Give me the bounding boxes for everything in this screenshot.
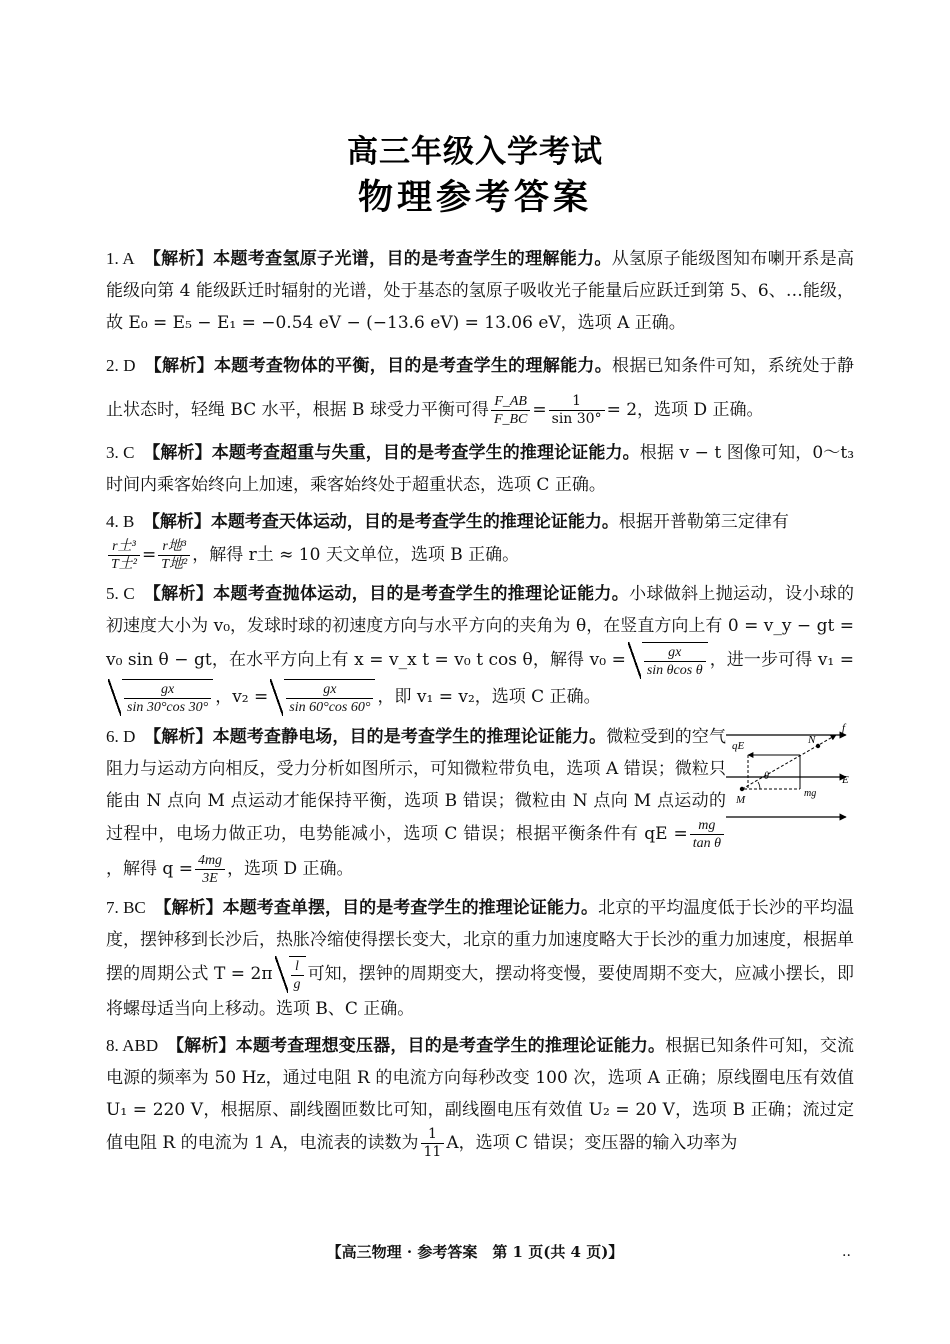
sqrt-expression: $\frac{l}{g}$ [275, 956, 306, 993]
analysis-intro: 本题考查物体的平衡，目的是考查学生的理解能力。 [213, 356, 613, 376]
analysis-body-end: 可知，摆钟的周期变大，摆动将变慢，要使周期不变大，应减小摆长，即将螺母适当向上移动。选项 B、C 正确。 [106, 964, 854, 1019]
answer-3 [106, 437, 854, 501]
point-N [816, 744, 820, 748]
page-footer: 【高三物理 · 参考答案 第 1 页(共 4 页)】 [326, 1243, 624, 1261]
analysis-body: 根据 v − t 图像可知，0～t₃ 时间内乘客始终向上加速，乘客始终处于超重状态，选项 C 正确。 [106, 443, 855, 495]
answer-8 [106, 1030, 854, 1161]
analysis-body: 小球做斜上抛运动，设小球的初速度大小为 v₀，发球时球的初速度方向与水平方向的夹角为 θ，在竖直方向上有 0 = v_y − gt = v₀ sin θ − gt，在水平方向上有 x = v_x t = v₀ t cos θ，解得 v₀ = [106, 584, 855, 670]
answer-number: 8. ABD [106, 1036, 159, 1055]
answer-2: 2. D 【解析】本题考查物体的平衡，目的是考查学生的理解能力。根据已知条件可知，系统处于静止状态时，轻绳 BC 水平，根据 B 球受力平衡可得 $\frac{F\_AB}{F\_BC}$ = $\frac{1}{\sin 30^\circ}$ = 2，选项 D 正确。 [106, 356, 855, 427]
analysis-body-2: ，解得 q = [106, 859, 193, 879]
fraction: $\frac{1}{\sin 30^\circ}$ [549, 393, 605, 428]
sqrt-expression: $\frac{gx}{\sin 30^\circ\cos 30^\circ}$ [108, 679, 213, 716]
label-mg: mg [804, 788, 817, 799]
footer-dots: .. [842, 1244, 851, 1260]
analysis-body: 根据已知条件可知，系统处于静止状态时，轻绳 BC 水平，根据 B 球受力平衡可得 [106, 356, 855, 420]
answer-6 [106, 721, 854, 887]
answer-number: 1. A [106, 249, 135, 268]
velocity-line [742, 735, 836, 789]
analysis-tag: 【解析】 [152, 727, 213, 747]
answer-number: 2. D [106, 356, 136, 375]
analysis-intro: 本题考查静电场，目的是考查学生的推理论证能力。 [212, 727, 607, 747]
page-subtitle: 物理参考答案 [357, 177, 592, 218]
answer-number: 7. BC [106, 898, 146, 917]
answer-list [106, 243, 854, 1166]
answer-7 [106, 892, 854, 1025]
fraction: $\frac{mg}{\text{tan θ}}$ [690, 817, 724, 852]
analysis-tag: 【解析】 [151, 512, 211, 532]
fraction: $\frac{4mg}{3E}$ [195, 852, 225, 887]
angle-arc [758, 782, 760, 789]
fraction: $\frac{\text{r地³}}{\text{T地²}}$ [158, 538, 190, 573]
analysis-body-end: ，即 v₁ = v₂，选项 C 正确。 [377, 687, 601, 707]
analysis-tag: 【解析】 [152, 584, 214, 604]
fraction: $\frac{F\_AB}{F\_BC}$ [491, 393, 530, 428]
analysis-body: 微粒受到的空气阻力与运动方向相反，受力分析如图所示，可知微粒带负电，选项 A 错误；微粒只能由 N 点向 M 点运动才能保持平衡，选项 B 错误；微粒由 N 点向 M 点运动的过程中，电场力做正功，电势能减小，选项 C 错误；根据平衡条件有 qE = [106, 727, 727, 844]
fraction: $\frac{\text{r土³}}{\text{T土²}}$ [108, 538, 140, 573]
point-M [740, 787, 744, 791]
analysis-intro: 本题考查氢原子光谱，目的是考查学生的理解能力。 [213, 249, 612, 269]
answer-number: 4. B [106, 512, 135, 531]
label-theta: θ [764, 771, 769, 782]
analysis-tag: 【解析】 [151, 443, 212, 463]
label-M: M [736, 794, 746, 806]
analysis-tag: 【解析】 [175, 1036, 236, 1056]
answer-1 [106, 243, 854, 339]
label-f: f [842, 722, 846, 734]
analysis-tag: 【解析】 [162, 898, 223, 918]
analysis-tag: 【解析】 [152, 249, 214, 269]
analysis-intro: 本题考查抛体运动，目的是考查学生的推理论证能力。 [213, 584, 630, 604]
analysis-body-2: ，进一步可得 v₁ = [709, 650, 854, 670]
answer-number: 6. D [106, 727, 136, 746]
analysis-intro: 本题考查理想变压器，目的是考查学生的推理论证能力。 [235, 1036, 666, 1056]
answer-4: 4. B 【解析】本题考查天体运动，目的是考查学生的推理论证能力。根据开普勒第三定律有 $\frac{\text{r土³}}{\text{T土²}}$ = $\frac{\text{r地³}}{\text{T地²}}$ ，解得 r土 ≈ 10 天文单位，选项 B 正确。 [106, 512, 789, 572]
answer-number: 5. C [106, 584, 135, 603]
analysis-body: 从氢原子能级图知布喇开系是高能级向第 4 能级跃迁时辐射的光谱，处于基态的氢原子吸收光子能量后应跃迁到第 5、6、…能级，故 E₀ = E₅ − E₁ = −0.54 eV − (−13.6 eV) = 13.06 eV，选项 A 正确。 [106, 249, 855, 333]
analysis-body-end: ，解得 r土 ≈ 10 天文单位，选项 B 正确。 [192, 545, 520, 565]
label-N: N [808, 734, 816, 746]
analysis-body-end: A，选项 C 错误；变压器的输入功率为 [446, 1133, 738, 1153]
page-title: 高三年级入学考试 [347, 134, 603, 170]
analysis-tag: 【解析】 [153, 356, 214, 376]
sqrt-expression: $\frac{gx}{\text{sin θcos θ}}$ [628, 642, 708, 679]
analysis-intro: 本题考查单摆，目的是考查学生的推理论证能力。 [222, 898, 599, 918]
label-E: E [842, 774, 849, 786]
analysis-body: 根据已知条件可知，交流电源的频率为 50 Hz，通过电阻 R 的电流方向每秒改变 100 次，选项 A 正确；原线圈电压有效值 U₁ = 220 V，根据原、副线圈匝数比可知，副线圈电压有效值 U₂ = 20 V，选项 B 正确；流过定值电阻 R 的电流为 1 A，电流表的读数为 [106, 1036, 854, 1153]
analysis-body-3: ，v₂ = [215, 687, 269, 707]
analysis-body: 根据开普勒第三定律有 [618, 512, 789, 532]
analysis-intro: 本题考查天体运动，目的是考查学生的推理论证能力。 [210, 512, 619, 532]
answer-number: 3. C [106, 443, 135, 462]
analysis-body: 北京的平均温度低于长沙的平均温度，摆钟移到长沙后，热胀冷缩使得摆长变大，北京的重力加速度略大于长沙的重力加速度，根据单摆的周期公式 T = 2π [106, 898, 855, 984]
analysis-intro: 本题考查超重与失重，目的是考查学生的推理论证能力。 [211, 443, 640, 463]
sqrt-expression: $\frac{gx}{\sin 60^\circ\cos 60^\circ}$ [270, 679, 375, 716]
fraction: $\frac{1}{11}$ [421, 1126, 445, 1161]
analysis-body-end: = 2，选项 D 正确。 [606, 400, 764, 420]
analysis-body-end: ，选项 D 正确。 [227, 859, 354, 879]
label-qE: qE [732, 740, 745, 752]
force-diagram [724, 721, 854, 829]
answer-5 [106, 578, 854, 716]
